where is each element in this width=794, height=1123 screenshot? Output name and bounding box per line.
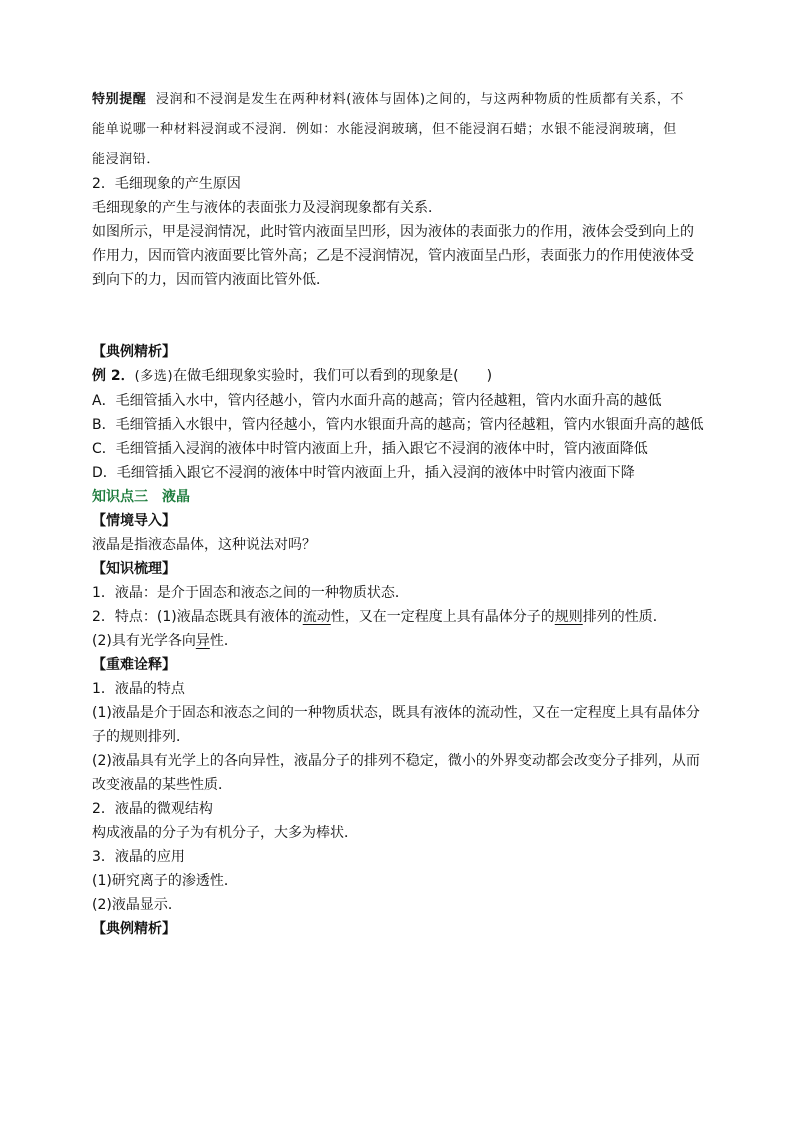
capillary-paragraph-2-line-1: 如图所示，甲是浸润情况，此时管内液面呈凹形，因为液体的表面张力的作用，液体会受到向上的 [92,224,694,240]
capillary-paragraph-2-line-2: 作用力，因而管内液面要比管外高；乙是不浸润情况，管内液面呈凸形，表面张力的作用使液体受 [92,248,694,264]
tip-line-3: 能浸润铅． [92,152,161,167]
example-section-heading: 【典例精析】 [92,344,176,360]
review-item-2-part-c: 性，又在一定程度上具有晶体分子的 [330,609,555,625]
explain-2-line-2: 子的规则排列． [92,729,190,745]
review-heading: 【知识梳理】 [92,561,176,577]
tip-text-1: 浸润和不浸润是发生在两种材料(液体与固体)之间的，与这两种物质的性质都有关系，不 [155,92,685,107]
knowledge-point-3-title: 知识点三 液晶 [92,489,190,505]
explain-3-line-2: 改变液晶的某些性质． [92,777,232,793]
explain-7: (1)研究离子的渗透性． [92,873,238,889]
intro-heading: 【情境导入】 [92,513,176,529]
review-item-3-part-a: (2)具有光学各向 [92,633,196,649]
option-d: D．毛细管插入跟它不浸润的液体中时管内液面上升，插入浸润的液体中时管内液面下降 [92,465,635,481]
explain-8: (2)液晶显示． [92,897,182,913]
explain-4: 2．液晶的微观结构 [92,801,213,817]
final-example-heading: 【典例精析】 [92,921,176,937]
capillary-heading: 2．毛细现象的产生原因 [92,176,241,192]
tip-label: 特别提醒 [92,92,147,107]
blank-anisotropy: 异 [195,633,210,649]
intro-text: 液晶是指液态晶体，这种说法对吗？ [92,537,316,553]
example-2-multi-tag: (多选) [134,369,174,384]
review-item-3 [92,629,706,653]
example-2-label: 例 2． [92,368,135,384]
explain-1: 1．液晶的特点 [92,681,185,697]
explain-6: 3．液晶的应用 [92,849,185,865]
option-b: B．毛细管插入水银中，管内径越小，管内水银面升高的越高；管内径越粗，管内水银面升高的越低 [92,417,704,433]
explain-3-line-1: (2)液晶具有光学上的各向异性，液晶分子的排列不稳定，微小的外界变动都会改变分子排列，从而 [92,753,700,769]
review-item-2-part-a: 2．特点：(1)液晶态既具有液体的 [92,609,303,625]
example-2-question [92,364,706,389]
review-item-2 [92,605,706,629]
document-page [92,88,706,941]
blank-regular: 规则 [554,609,583,625]
explain-2-line-1: (1)液晶是介于固态和液态之间的一种物质状态，既具有液体的流动性，又在一定程度上具有晶体分 [92,705,700,721]
capillary-paragraph-1: 毛细现象的产生与液体的表面张力及浸润现象都有关系． [92,200,442,216]
tip-line-1 [92,88,706,112]
review-item-2-part-e: 排列的性质． [582,609,667,625]
explain-5: 构成液晶的分子为有机分子，大多为棒状． [92,825,358,841]
review-item-3-part-c: 性． [209,633,238,649]
explain-heading: 【重难诠释】 [92,657,176,673]
example-2-question-text: 在做毛细现象实验时，我们可以看到的现象是( ) [173,368,493,384]
blank-flow: 流动 [302,609,331,625]
capillary-paragraph-2-line-3: 到向下的力，因而管内液面比管外低． [92,272,330,288]
tip-line-2: 能单说哪一种材料浸润或不浸润．例如：水能浸润玻璃，但不能浸润石蜡；水银不能浸润玻璃，但 [92,122,677,137]
review-item-1: 1．液晶：是介于固态和液态之间的一种物质状态． [92,585,409,601]
option-a: A．毛细管插入水中，管内径越小，管内水面升高的越高；管内径越粗，管内水面升高的越低 [92,393,662,409]
option-c: C．毛细管插入浸润的液体中时管内液面上升，插入跟它不浸润的液体中时，管内液面降低 [92,441,648,457]
